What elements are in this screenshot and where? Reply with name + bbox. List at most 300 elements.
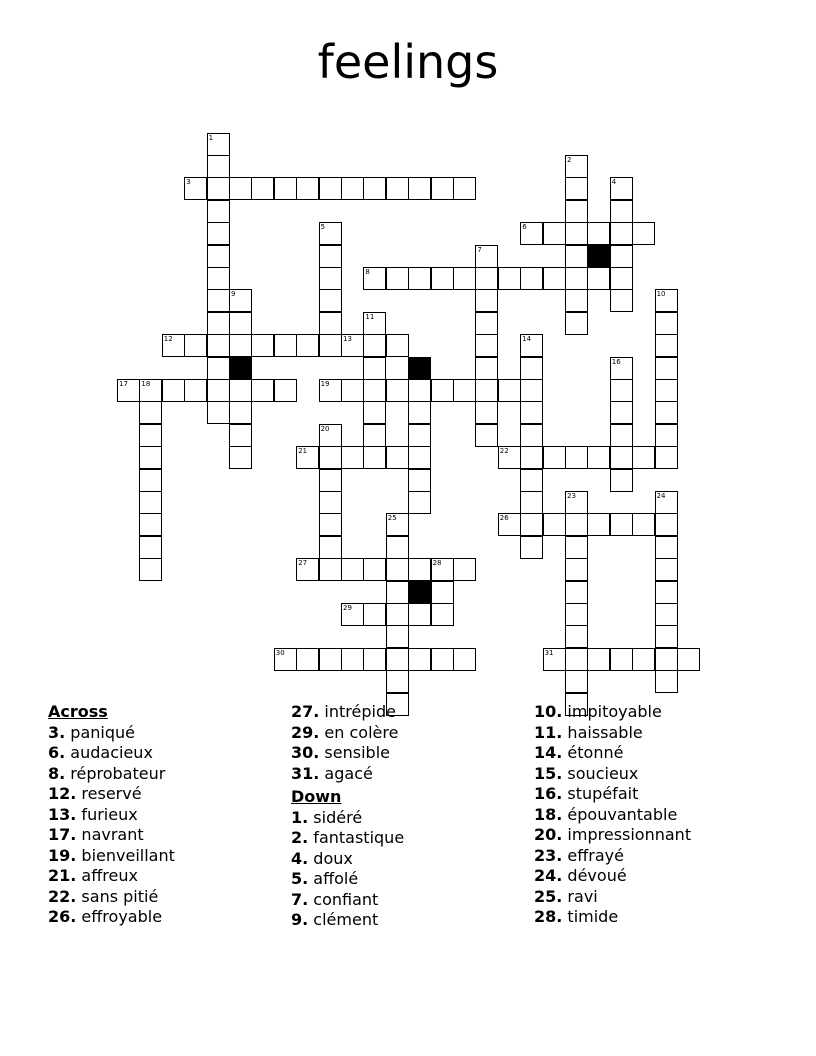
grid-cell[interactable] xyxy=(207,222,230,245)
grid-cell[interactable] xyxy=(498,267,521,290)
clue-text: reservé xyxy=(76,784,142,803)
clue-number: 25. xyxy=(534,886,563,906)
clue-number: 4 xyxy=(611,178,617,187)
grid-cell[interactable] xyxy=(655,670,678,693)
clue-down-14 xyxy=(534,743,691,764)
clue-down-16 xyxy=(534,784,691,805)
grid-cell[interactable] xyxy=(229,424,252,447)
grid-cell[interactable] xyxy=(610,401,633,424)
grid-cell[interactable] xyxy=(408,401,431,424)
grid-cell[interactable] xyxy=(587,446,610,469)
grid-cell[interactable] xyxy=(408,267,431,290)
clue-number: 24 xyxy=(656,492,666,500)
clue-down-7 xyxy=(291,890,404,911)
grid-cell[interactable] xyxy=(610,648,633,671)
grid-cell[interactable] xyxy=(475,312,498,335)
grid-cell[interactable] xyxy=(363,424,386,447)
clue-number: 11. xyxy=(534,722,563,742)
grid-cell[interactable] xyxy=(655,558,678,581)
clue-text: étonné xyxy=(562,743,624,762)
grid-cell[interactable] xyxy=(386,536,409,559)
grid-cell[interactable] xyxy=(408,648,431,671)
clue-number: 15. xyxy=(534,763,563,783)
grid-cell[interactable] xyxy=(565,267,588,290)
grid-cell[interactable] xyxy=(319,267,342,290)
grid-cell[interactable] xyxy=(386,558,409,581)
grid-cell[interactable] xyxy=(610,424,633,447)
grid-cell[interactable] xyxy=(520,401,543,424)
clue-text: affreux xyxy=(76,866,138,885)
clue-number: 23 xyxy=(567,492,576,500)
grid-cell[interactable] xyxy=(363,334,386,357)
grid-cell[interactable] xyxy=(587,648,610,671)
grid-cell[interactable] xyxy=(319,289,342,312)
clue-number: 11 xyxy=(365,312,375,321)
clue-number: 8 xyxy=(365,268,370,276)
block-cell xyxy=(408,581,431,604)
grid-cell[interactable] xyxy=(565,536,588,559)
grid-cell[interactable] xyxy=(610,289,633,312)
clue-text: épouvantable xyxy=(562,804,678,824)
clue-text: ravi xyxy=(562,886,598,906)
grid-cell[interactable] xyxy=(610,379,633,402)
grid-cell[interactable] xyxy=(319,648,342,671)
clue-text: sans pitié xyxy=(76,886,159,906)
clue-text: doux xyxy=(308,848,353,868)
clue-text: réprobateur xyxy=(65,763,166,783)
grid-cell[interactable] xyxy=(386,648,409,671)
grid-cell[interactable] xyxy=(386,177,409,200)
grid-cell[interactable] xyxy=(655,312,678,335)
clue-down-15 xyxy=(534,764,691,785)
clue-down-10 xyxy=(534,702,691,723)
clue-number: 28. xyxy=(534,907,563,926)
grid-cell[interactable] xyxy=(475,267,498,290)
grid-cell[interactable] xyxy=(565,581,588,604)
clue-down-1 xyxy=(291,808,404,829)
grid-cell[interactable] xyxy=(520,513,543,536)
clue-down-9 xyxy=(291,910,404,931)
grid-cell[interactable] xyxy=(655,581,678,604)
grid-cell[interactable] xyxy=(565,289,588,312)
grid-cell[interactable] xyxy=(408,491,431,514)
grid-cell[interactable] xyxy=(207,379,230,402)
clue-number: 19 xyxy=(320,380,330,388)
clue-across-8 xyxy=(48,764,175,785)
clue-number: 14. xyxy=(534,743,563,762)
clue-number: 29 xyxy=(343,604,352,612)
grid-cell[interactable] xyxy=(363,177,386,200)
grid-cell[interactable] xyxy=(498,379,521,402)
clue-number: 26. xyxy=(48,907,77,926)
grid-cell[interactable] xyxy=(565,625,588,648)
grid-cell[interactable] xyxy=(363,357,386,380)
clue-text: confiant xyxy=(308,889,379,909)
grid-cell[interactable] xyxy=(677,648,700,671)
grid-cell[interactable] xyxy=(610,245,633,268)
clue-number: 17 xyxy=(119,380,128,388)
grid-cell[interactable] xyxy=(453,177,476,200)
grid-cell[interactable] xyxy=(139,558,162,581)
clue-down-11 xyxy=(534,723,691,744)
clue-number: 16. xyxy=(534,784,563,803)
grid-cell[interactable] xyxy=(408,469,431,492)
grid-cell[interactable] xyxy=(296,334,319,357)
clue-number: 27 xyxy=(298,559,308,568)
grid-cell[interactable] xyxy=(431,648,454,671)
clue-text: effrayé xyxy=(562,845,624,865)
grid-cell[interactable] xyxy=(184,379,207,402)
clue-across-26 xyxy=(48,907,175,928)
grid-cell[interactable] xyxy=(139,469,162,492)
grid-cell[interactable] xyxy=(229,334,252,357)
clue-number: 19. xyxy=(48,845,77,865)
grid-cell[interactable] xyxy=(386,379,409,402)
clue-number: 20. xyxy=(534,825,563,844)
grid-cell[interactable] xyxy=(520,491,543,514)
grid-cell[interactable] xyxy=(139,513,162,536)
clue-text: clément xyxy=(308,910,379,929)
grid-cell[interactable] xyxy=(431,177,454,200)
clue-number: 18 xyxy=(141,380,151,388)
grid-cell[interactable] xyxy=(184,334,207,357)
clue-across-6 xyxy=(48,743,175,764)
grid-cell[interactable] xyxy=(274,379,297,402)
grid-cell[interactable] xyxy=(610,469,633,492)
block-cell xyxy=(587,245,610,268)
grid-cell[interactable] xyxy=(520,424,543,447)
grid-cell[interactable] xyxy=(655,446,678,469)
grid-cell[interactable] xyxy=(431,267,454,290)
clue-number: 2. xyxy=(291,828,309,847)
grid-cell[interactable] xyxy=(319,446,342,469)
grid-cell[interactable] xyxy=(543,513,566,536)
grid-cell[interactable] xyxy=(610,200,633,223)
grid-cell[interactable] xyxy=(565,603,588,626)
clue-number: 1. xyxy=(291,807,309,827)
clue-text: impitoyable xyxy=(562,702,662,721)
clue-number: 7. xyxy=(291,889,309,909)
clue-text: agacé xyxy=(319,763,373,783)
clue-number: 12 xyxy=(163,335,173,344)
clue-text: dévoué xyxy=(562,866,627,885)
down-heading: Down xyxy=(291,787,342,806)
clue-down-23 xyxy=(534,846,691,867)
clue-number: 3. xyxy=(48,722,66,742)
clue-number: 5. xyxy=(291,869,309,888)
clue-text: navrant xyxy=(76,825,144,844)
clue-text: sensible xyxy=(319,743,390,762)
clue-text: fantastique xyxy=(308,828,405,847)
grid-cell[interactable] xyxy=(520,357,543,380)
grid-cell[interactable] xyxy=(453,648,476,671)
grid-cell[interactable] xyxy=(341,558,364,581)
grid-cell[interactable] xyxy=(655,648,678,671)
grid-cell[interactable] xyxy=(207,267,230,290)
grid-cell[interactable] xyxy=(341,648,364,671)
grid-cell[interactable] xyxy=(363,558,386,581)
grid-cell[interactable] xyxy=(520,446,543,469)
clue-down-20 xyxy=(534,825,691,846)
grid-cell[interactable] xyxy=(274,334,297,357)
clue-text: paniqué xyxy=(65,722,135,742)
grid-cell[interactable] xyxy=(341,446,364,469)
grid-cell[interactable] xyxy=(610,446,633,469)
clue-number: 31. xyxy=(291,763,320,783)
grid-cell[interactable] xyxy=(587,222,610,245)
clue-number: 13 xyxy=(343,335,352,344)
clue-number: 23. xyxy=(534,845,563,865)
clue-across-12 xyxy=(48,784,175,805)
clue-down-25 xyxy=(534,887,691,908)
clue-number: 9. xyxy=(291,910,309,929)
grid-cell[interactable] xyxy=(207,334,230,357)
clue-number: 31 xyxy=(544,648,554,657)
clue-number: 27. xyxy=(291,702,320,721)
grid-cell[interactable] xyxy=(655,401,678,424)
grid-cell[interactable] xyxy=(543,267,566,290)
clue-text: furieux xyxy=(76,804,138,824)
clue-number: 6. xyxy=(48,743,66,762)
grid-cell[interactable] xyxy=(139,536,162,559)
grid-cell[interactable] xyxy=(386,334,409,357)
grid-cell[interactable] xyxy=(655,536,678,559)
clue-column-1 xyxy=(48,702,175,928)
clue-text: soucieux xyxy=(562,763,639,783)
grid-cell[interactable] xyxy=(565,177,588,200)
grid-cell[interactable] xyxy=(319,245,342,268)
grid-cell[interactable] xyxy=(363,446,386,469)
block-cell xyxy=(229,357,252,380)
grid-cell[interactable] xyxy=(386,625,409,648)
clue-number: 21. xyxy=(48,866,77,885)
clue-number: 15 xyxy=(410,357,420,366)
grid-cell[interactable] xyxy=(587,267,610,290)
clue-number: 12. xyxy=(48,784,77,803)
grid-cell[interactable] xyxy=(229,446,252,469)
grid-cell[interactable] xyxy=(610,267,633,290)
clue-down-2 xyxy=(291,828,404,849)
grid-cell[interactable] xyxy=(319,334,342,357)
clue-number: 28 xyxy=(432,559,442,568)
grid-cell[interactable] xyxy=(520,469,543,492)
grid-cell[interactable] xyxy=(565,200,588,223)
clue-number: 10 xyxy=(656,290,666,299)
clue-number: 5 xyxy=(320,223,326,232)
clue-number: 16 xyxy=(611,357,621,366)
clue-number: 7 xyxy=(477,245,482,254)
grid-cell[interactable] xyxy=(565,648,588,671)
clue-number: 18. xyxy=(534,804,563,824)
grid-cell[interactable] xyxy=(408,558,431,581)
grid-cell[interactable] xyxy=(655,625,678,648)
grid-cell[interactable] xyxy=(655,424,678,447)
grid-cell[interactable] xyxy=(475,379,498,402)
grid-cell[interactable] xyxy=(587,513,610,536)
grid-cell[interactable] xyxy=(431,581,454,604)
grid-cell[interactable] xyxy=(319,469,342,492)
grid-cell[interactable] xyxy=(565,312,588,335)
grid-cell[interactable] xyxy=(139,424,162,447)
grid-cell[interactable] xyxy=(386,603,409,626)
grid-cell[interactable] xyxy=(207,401,230,424)
grid-cell[interactable] xyxy=(319,513,342,536)
grid-cell[interactable] xyxy=(408,603,431,626)
grid-cell[interactable] xyxy=(296,648,319,671)
grid-cell[interactable] xyxy=(319,312,342,335)
clue-down-28 xyxy=(534,907,691,928)
grid-cell[interactable] xyxy=(319,491,342,514)
grid-cell[interactable] xyxy=(655,357,678,380)
clue-column-2 xyxy=(291,702,404,931)
clue-number: 3 xyxy=(186,178,191,187)
clue-across-19 xyxy=(48,846,175,867)
grid-cell[interactable] xyxy=(610,222,633,245)
clue-text: stupéfait xyxy=(562,784,639,803)
clue-number: 22 xyxy=(499,447,509,456)
grid-cell[interactable] xyxy=(565,558,588,581)
grid-cell[interactable] xyxy=(431,379,454,402)
clue-across-29 xyxy=(291,723,404,744)
grid-cell[interactable] xyxy=(453,558,476,581)
clue-text: timide xyxy=(562,907,619,926)
clue-text: sidéré xyxy=(308,807,363,827)
grid-cell[interactable] xyxy=(610,513,633,536)
grid-cell[interactable] xyxy=(363,603,386,626)
clue-number: 6 xyxy=(522,223,527,232)
clue-text: en colère xyxy=(319,722,399,742)
grid-cell[interactable] xyxy=(386,581,409,604)
grid-cell[interactable] xyxy=(543,222,566,245)
clue-text: effroyable xyxy=(76,907,163,926)
grid-cell[interactable] xyxy=(408,379,431,402)
grid-cell[interactable] xyxy=(319,536,342,559)
clue-number: 24. xyxy=(534,866,563,885)
clue-text: affolé xyxy=(308,869,359,888)
grid-cell[interactable] xyxy=(453,379,476,402)
grid-cell[interactable] xyxy=(632,513,655,536)
clue-number: 14 xyxy=(522,335,532,344)
clue-text: haissable xyxy=(562,722,643,742)
clue-across-30 xyxy=(291,743,404,764)
grid-cell[interactable] xyxy=(229,177,252,200)
grid-cell[interactable] xyxy=(565,245,588,268)
grid-cell[interactable] xyxy=(565,446,588,469)
grid-cell[interactable] xyxy=(386,446,409,469)
grid-cell[interactable] xyxy=(475,289,498,312)
grid-cell[interactable] xyxy=(251,379,274,402)
grid-cell[interactable] xyxy=(565,670,588,693)
grid-cell[interactable] xyxy=(565,222,588,245)
grid-cell[interactable] xyxy=(319,558,342,581)
grid-cell[interactable] xyxy=(408,446,431,469)
clue-number: 4. xyxy=(291,848,309,868)
grid-cell[interactable] xyxy=(386,267,409,290)
grid-cell[interactable] xyxy=(229,312,252,335)
grid-cell[interactable] xyxy=(431,603,454,626)
clue-across-21 xyxy=(48,866,175,887)
clue-number: 21 xyxy=(298,447,308,456)
grid-cell[interactable] xyxy=(162,379,185,402)
grid-cell[interactable] xyxy=(251,177,274,200)
grid-cell[interactable] xyxy=(655,379,678,402)
grid-cell[interactable] xyxy=(341,379,364,402)
grid-cell[interactable] xyxy=(655,513,678,536)
grid-cell[interactable] xyxy=(363,401,386,424)
grid-cell[interactable] xyxy=(319,177,342,200)
grid-cell[interactable] xyxy=(475,424,498,447)
grid-cell[interactable] xyxy=(565,513,588,536)
clue-number: 10. xyxy=(534,702,563,721)
grid-cell[interactable] xyxy=(296,177,319,200)
grid-cell[interactable] xyxy=(408,424,431,447)
grid-cell[interactable] xyxy=(475,401,498,424)
clue-down-4 xyxy=(291,849,404,870)
grid-cell[interactable] xyxy=(520,536,543,559)
clue-number: 29. xyxy=(291,722,320,742)
grid-cell[interactable] xyxy=(207,177,230,200)
grid-cell[interactable] xyxy=(207,155,230,178)
grid-cell[interactable] xyxy=(341,177,364,200)
grid-cell[interactable] xyxy=(632,446,655,469)
grid-cell[interactable] xyxy=(475,357,498,380)
grid-cell[interactable] xyxy=(139,491,162,514)
clue-across-13 xyxy=(48,805,175,826)
grid-cell[interactable] xyxy=(363,379,386,402)
clue-number: 1 xyxy=(208,133,214,142)
grid-cell[interactable] xyxy=(363,648,386,671)
grid-cell[interactable] xyxy=(207,200,230,223)
grid-cell[interactable] xyxy=(475,334,498,357)
clue-down-24 xyxy=(534,866,691,887)
clue-number: 20 xyxy=(320,424,330,433)
clue-text: bienveillant xyxy=(76,845,175,865)
grid-cell[interactable] xyxy=(207,245,230,268)
clue-across-17 xyxy=(48,825,175,846)
grid-cell[interactable] xyxy=(520,379,543,402)
grid-cell[interactable] xyxy=(386,670,409,693)
clue-number: 13. xyxy=(48,804,77,824)
grid-cell[interactable] xyxy=(632,222,655,245)
grid-cell[interactable] xyxy=(655,334,678,357)
grid-cell[interactable] xyxy=(207,357,230,380)
clue-number: 2 xyxy=(567,156,572,164)
puzzle-title: feelings xyxy=(317,35,499,89)
grid-cell[interactable] xyxy=(274,177,297,200)
grid-cell[interactable] xyxy=(207,312,230,335)
grid-cell[interactable] xyxy=(408,177,431,200)
clue-across-27 xyxy=(291,702,404,723)
grid-cell[interactable] xyxy=(520,267,543,290)
grid-cell[interactable] xyxy=(251,334,274,357)
grid-cell[interactable] xyxy=(229,401,252,424)
grid-cell[interactable] xyxy=(229,379,252,402)
clue-number: 17. xyxy=(48,825,77,844)
grid-cell[interactable] xyxy=(543,446,566,469)
grid-cell[interactable] xyxy=(139,446,162,469)
clue-text: impressionnant xyxy=(562,825,692,844)
grid-cell[interactable] xyxy=(632,648,655,671)
clue-text: intrépide xyxy=(319,702,396,721)
clue-number: 22. xyxy=(48,886,77,906)
clue-number: 30 xyxy=(275,648,285,657)
grid-cell[interactable] xyxy=(655,603,678,626)
clue-number: 9 xyxy=(231,290,236,299)
grid-cell[interactable] xyxy=(453,267,476,290)
clue-across-3 xyxy=(48,723,175,744)
grid-cell[interactable] xyxy=(207,289,230,312)
grid-cell[interactable] xyxy=(139,401,162,424)
